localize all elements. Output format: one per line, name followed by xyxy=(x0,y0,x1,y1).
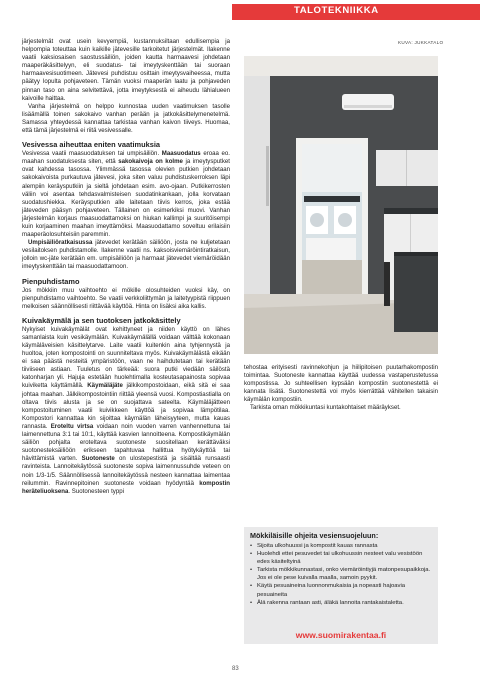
list-item: • Sijoita ulkohuussi ja kompostit kauas rannasta xyxy=(250,542,434,550)
section-heading: Kuivakäymälä ja sen tuotoksen jatkokäsittely xyxy=(22,315,181,325)
paragraph: tehostaa erityisesti ravinnekohjun ja hiilipitoisen puutarhakompostin toimintaa. Suotoneste kannattaa käyttää uudessa vastaperustetussa kompostissa. Jo suhteellisen kypsään kompostiin suotonestettä ei kannata lisätä. Suotonestettä voi myös kierrättää vähitellen takaisin käymälän kompostiin. xyxy=(244,364,438,404)
section-header xyxy=(0,0,480,20)
list-item: • Tarkista mökkikunnastasi, onko viemäröintiyjä matonpesupaikkoja. Jos ei ole pese kuivalla maalla, samoin pyykit. xyxy=(250,566,434,582)
paragraph: Umpisäiliöratkaisussa jätevedet kerätään säiliöön, josta ne kuljetetaan vesilaitoksen puhdistamolle. Ilakenne vaatii ns. kaksoisviemäröintiratkaisun, jolloin wc-jäte kerätään em. umpisäiliöön ja harmaat jätevedet viemäröidään imeytyskenttään tai maasuodattamoon. xyxy=(22,239,230,271)
list-item: • Älä rakenna rantaan asti, äläkä lannoita rantakaistaletta. xyxy=(250,599,434,607)
interior-photo xyxy=(244,56,438,354)
paragraph: Vanha järjestelmä on helppo kunnostaa uuden vaatimuksen tasolle lisäämällä toinen sakokaivo vanhan perään ja jatkokäsittelymenetelmä. Samassa yhteydessä kannattaa tarkistaa vanhan kaivon tiiveys. Huomaa, että tämä järjestelmä ei riitä vesivessalle. xyxy=(22,102,230,135)
tips-box xyxy=(244,527,438,644)
website-link[interactable]: www.suomirakentaa.fi xyxy=(295,630,387,640)
section-heading: Vesivessa aiheuttaa eniten vaatimuksia xyxy=(22,140,161,150)
list-item: • Huolehdi ettei pesuvedet tai ulkohuussin nesteet valu vesistöön edes käsiteltyinä xyxy=(250,550,434,566)
paragraph: Jos mökkiin muu vaihtoehto ei mökille olosuhteiden vuoksi käy, on pienpuhdistamo vaihtoehto. Se vaatii verkkoliittymän ja laitetyypistä riippuen melkoisen säännöllisesti riittävää käyttöä. Hinta on lisäksi aika kallis. xyxy=(22,286,230,310)
tips-heading: Mökkiläisille ohjeita vesiensuojeluun: xyxy=(250,531,379,540)
paragraph: Nykyiset kuivakäymälät ovat kehittyneet ja niiden käyttö on lähes samanlaista kuin vesikäymälän. Kuivakäymälällä voidaan välttää kokonaan käymäläveisien käsittelytarve. Laite vaatii kuitenkin aina tyhjennystä ja huoltoa, joten kompostointi on suunniteltava myös. Kuivakäymälästä eikään ei saa päästä nesteitä ympäristöön, vaan ne haihdutetaan tai kerätään tiiviiseen astiaan. Tuuletus on tärkeää: suora putki viedään säilöstä katonharjan yli. Hajuja estetään huolehtimalla kosteutasapainosta sopivaa kuiviketta käyttämällä. Käymäläjäte jälkikompostoidaan, eikä sitä ei saa johtaa maahan. Jälkikompostointiin riittää yleensä vuosi. Kompostiastialla on oltava tiivis alusta ja se on suojattava sateelta. Käymäläjätteen kompostoituminen vaatii kuivikkeen käyttöä ja sopivaa lämpötilaa. Kompostori kannattaa kin sijoittaa käymälän läheisyyteen, mutta kauas rannasta. Eroteltu virtsa voidaan noin vuoden varren vanhennettuna tai laimennettuna 3:1 tai 10:1, käyttää kasvien lannoitteena. Kompostikäymälän säiliön pohjalta eroteltava suotoneste suositellaan kerättäväksi suotonesteksäiliöön erikseen tapahtuvaa hallittua hyötykäyttöä tai hävittämistä varten. Suotoneste on ulostepestistä ja sisältää runsaasti ravinteista. Lannoitekäytössä suotoneste sopiva laimennussuhde veteen on noin 1/3-1/5. Säännöllisessä lannoitekäytössä nesteen kannattaa laimentaa reilummin. Ravinnepitoinen suotoneste voidaan hyödyntää kompostin heräteliuoksena. Suotonesteen typpi xyxy=(22,325,231,495)
photo-credit: KUVA: JUKKATALO xyxy=(398,40,444,45)
section-title: TALOTEKNIIKKA xyxy=(294,5,379,16)
right-column xyxy=(244,364,438,413)
paragraph: Tarkista oman mökkikuntasi kuntakohtaiset määräykset. xyxy=(250,404,401,412)
tips-list xyxy=(250,542,434,607)
list-item: • Käytä pesuaineina luonnonmukaisia ja nopeasti hajoavia pesuaineita xyxy=(250,582,434,598)
section-heading: Pienpuhdistamo xyxy=(22,276,80,286)
page-number: 83 xyxy=(232,666,239,672)
left-column xyxy=(22,38,230,496)
paragraph: järjestelmät ovat usein kevyempiä, kustannuksiltaan edullisempia ja helpompia toteuttaa kuin kaikille jätevesille tarkoitetut järjestelmät. Ilakenne vaatii kaksiosaisen saostussäiliön, joiden kautta harmaavesi johdetaan maaperäkäsittelyyn, eli suodatus- tai imeytyskenttään tai suoraan harmaavesisuotimeen. Jätevesi puhdistuu osittain imeytysvaiheessa, mutta päätyy lopulta pohjaveteen. Tämän vuoksi maaperän laatu ja pohjaveden pinnan taso on aina selvitettävä, jotta imeytyksestä ei aiheudu lähialueen kaivoille haittaa. xyxy=(22,38,230,102)
paragraph: Vesivessa vaatii maasuodatuksen tai umpisäiliön. Maasuodatus eroaa eo. maahan suodatuksesta siten, että sakokaivoja on kolme ja imeytysputket ovat kahdessa tasossa. Ylimmässä tasossa olevien putkien johdetaan sakokaivoista purkautuva jätevesi, joka siten valuu puhdistuskerroksen läpi alempiin keräysputkiin ja sieltä johdetaan esim. avo-ojaan. Putkikerrosten väliin voi asentaa tehdasvalmisteisen suodatinkankaan, jolla korvataan suodatushiekka. Keräysputkien alle laitetaan tiivis kerros, joka estää jäteveden pääsyn pohjaveteen. Tällainen on esimerkiksi muovi. Vanhan järjestelmän korjaus maasuodattamoksi on hiukan kallimpi ja suuritöisempi kuin korjaaminen maahan imeyttämöksi. Maasuodattamo soveltuu erilaisiin maaperäolosuhteisiin paremmin. xyxy=(22,150,230,239)
